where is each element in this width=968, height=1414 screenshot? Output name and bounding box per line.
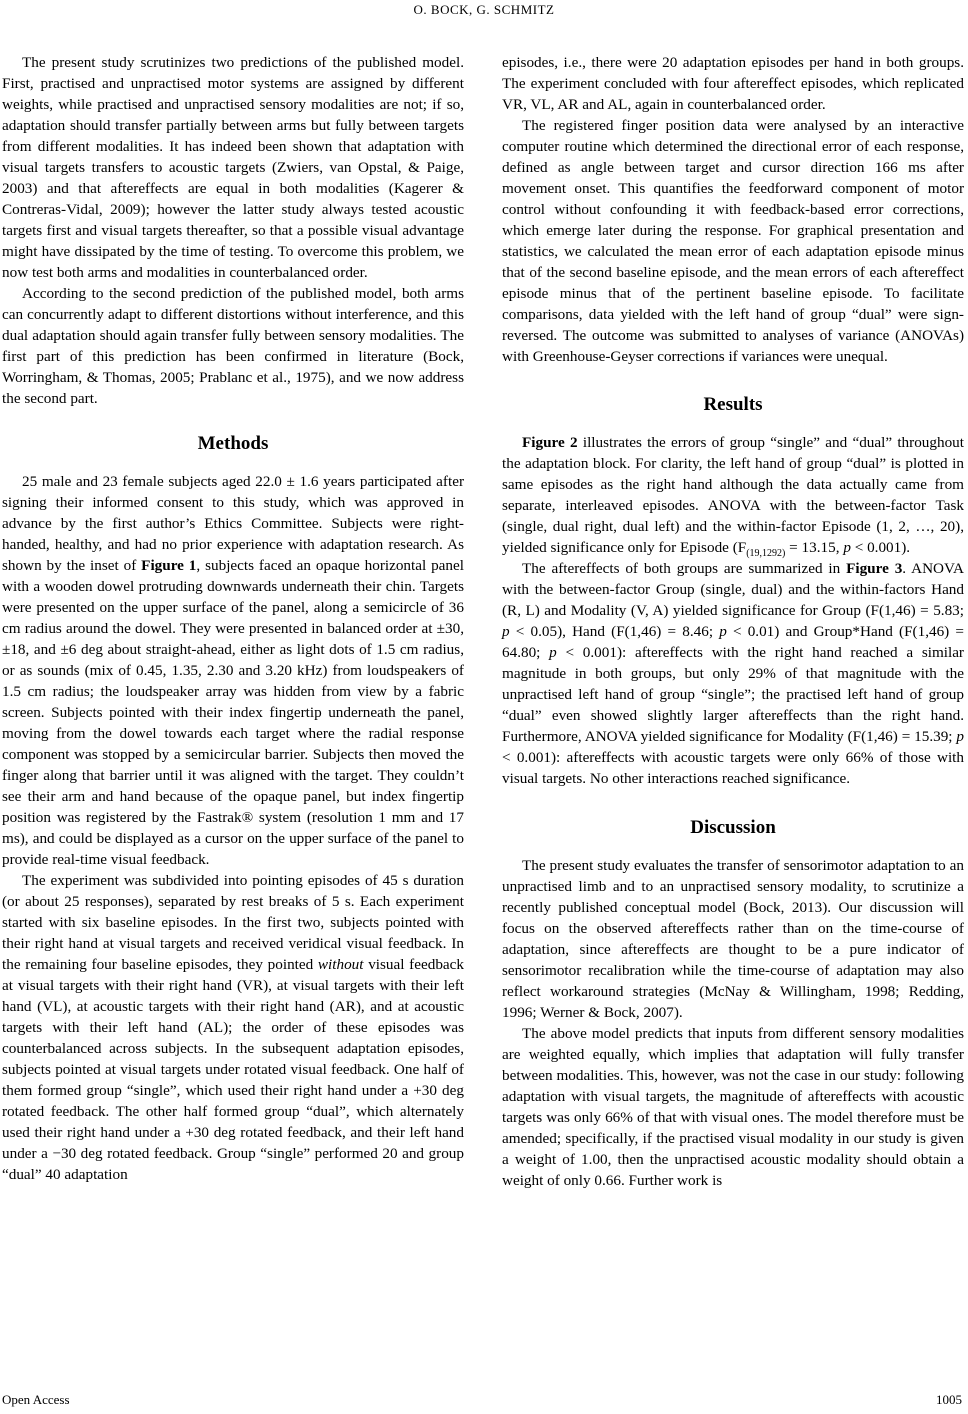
methods-paragraph-3: The registered finger position data were analysed by an interactive computer routine which determined the directional error of each response, defined as angle between target and cursor direction 166 ms after movement onset. This quantifies the feedforward component of motor control without confounding it with feedback-based error corrections, which emerge later during the response. For graphical presentation and statistics, we calculated the mean error of each adaptation episode minus that of the second baseline episode, and the mean errors of each aftereffect episode minus that of the pertinent baseline episode. To facilitate comparisons, data yielded with the left hand of group “dual” were sign-reversed. The outcome was submitted to analyses of variance (ANOVAs) with Greenhouse-Geyser corrections if variances were unequal. — [502, 117, 964, 365]
text-run: . ANOVA with the between-factor Group (single, dual) and the within-factors Hand (R, L) and Modality (V, A) yielded significance for Group (F(1,46) = 5.83; — [502, 560, 964, 619]
discussion-paragraph-1: The present study evaluates the transfer of sensorimotor adaptation to an unpractised limb and to an unpractised sensory modality, to scrutinize a recently published conceptual model (Bock, 2013). Our discussion will focus on the observed aftereffects rather than on the time-course of adaptation, since aftereffects are thought to be a pure indicator of sensorimotor recalibration while the time-course of adaptation may also reflect workaround strategies (McNay & Willingham, 1998; Redding, 1996; Werner & Bock, 2007). — [502, 857, 964, 1021]
text-run: < 0.01) and Group*Hand (F(1,46) = 64.80; — [502, 623, 964, 661]
p-symbol: p — [502, 623, 510, 640]
methods-paragraph-2 — [2, 870, 464, 1185]
intro-paragraph-2: According to the second prediction of the published model, both arms can concurrently adapt to different distortions without interference, and this dual adaptation should again transfer fully between sensory modalities. The first part of this prediction has been confirmed in literature (Bock, Worringham, & Thomas, 2005; Prablanc et al., 1975), and we now address the second part. — [2, 285, 464, 407]
text-run: visual feedback at visual targets with their right hand (VR), at visual targets with their left hand (VL), at acoustic targets with their right hand (AR), and at acoustic targets with their left hand (AL); the order of these episodes was counterbalanced across subjects. In the subsequent adaptation episodes, subjects pointed at visual targets under rotated visual feedback. One half of them formed group “single”, which used their right hand under a +30 deg rotated feedback. The other half formed group “dual”, which alternately used their right hand under a +30 deg rotated feedback, and their left hand under a −30 deg rotated feedback. Group “single” performed 20 and group “dual” 40 adaptation — [2, 956, 464, 1183]
footer-journal: Open Access — [2, 1392, 70, 1407]
methods-heading: Methods — [197, 433, 269, 454]
results-paragraph-1 — [502, 432, 964, 558]
results-paragraph-2 — [502, 558, 964, 789]
methods-paragraph-1 — [2, 471, 464, 870]
emphasis-without: without — [317, 956, 364, 973]
figure-2-reference: Figure 2 — [522, 434, 578, 451]
p-symbol: p — [549, 644, 557, 661]
p-symbol: p — [719, 623, 727, 640]
discussion-heading: Discussion — [690, 817, 776, 838]
footer-page-number: 1005 — [936, 1392, 962, 1407]
intro-paragraph-1: The present study scrutinizes two predictions of the published model. First, practised and unpractised motor systems are assigned by different weights, while practised and unpractised sensory modalities are not; if so, adaptation should transfer partially between arms but fully between targets from different modalities. It has indeed been shown that adaptation with visual targets transfers to acoustic targets (Zwiers, van Opstal, & Paige, 2003) and that aftereffects are equal in both modalities (Kagerer & Contreras-Vidal, 2009); however the latter study always tested acoustic targets first and visual targets thereafter, so that a possible visual advantage might have dissipated by the time of testing. To overcome this problem, we now test both arms and modalities in counterbalanced order. — [2, 54, 464, 281]
discussion-paragraph-2: The above model predicts that inputs from different sensory modalities are weighted equally, which implies that adaptation will fully transfer between modalities. This, however, was not the case in our study: following adaptation with visual targets, the magnitude of aftereffects with acoustic targets was only 66% of that with visual ones. The model therefore must be amended; specifically, if the practised visual modality in our study is given a weight of 1.00, then the unpractised acoustic modality should obtain a weight of only 0.66. Further work is — [502, 1025, 964, 1189]
p-symbol: p — [956, 728, 964, 745]
right-column — [502, 52, 964, 1191]
text-run: illustrates the errors of group “single” and “dual” throughout the adaptation block. For clarity, the left hand of group “dual” is plotted in same episodes as the right hand although the data actually came from separate, interleaved episodes. ANOVA with the between-factor Task (single, dual right, dual left) and the within-factor Episode (1, 2, …, 20), yielded significance only for Episode (F — [502, 434, 964, 556]
df-subscript: (19,1292) — [746, 548, 786, 560]
left-column — [2, 52, 464, 1185]
running-head: O. BOCK, G. SCHMITZ — [413, 2, 555, 17]
text-run: < 0.05), Hand (F(1,46) = 8.46; — [509, 623, 720, 640]
results-heading: Results — [703, 394, 763, 415]
text-run: The aftereffects of both groups are summarized in — [522, 560, 847, 577]
figure-3-reference: Figure 3 — [846, 560, 903, 577]
methods-paragraph-2-continued: episodes, i.e., there were 20 adaptation episodes per hand in both groups. The experiment concluded with four aftereffect episodes, which replicated VR, VL, AR and AL, again in counterbalanced order. — [502, 54, 964, 113]
figure-1-reference: Figure 1 — [141, 557, 197, 574]
p-symbol: p — [843, 539, 851, 556]
text-run: The experiment was subdivided into pointing episodes of 45 s duration (or about 25 responses), separated by rest breaks of 5 s. Each experiment started with six baseline episodes. In the first two, subjects pointed with their right hand at visual targets and received veridical visual feedback. In the remaining four baseline episodes, they pointed — [2, 872, 464, 973]
text-run: < 0.001). — [850, 539, 911, 556]
text-run: , subjects faced an opaque horizontal panel with a wooden dowel protruding downwards underneath their chin. Targets were presented on the upper surface of the panel, along a semicircle of 36 cm radius around the dowel. They were presented in balanced order at ±30, ±18, and ±6 deg about straight-ahead, either as light dots of 1.5 cm radius, or as sounds (mix of 0.45, 1.35, 2.30 and 3.20 kHz) from loudspeakers of 1.5 cm radius; the loudspeaker array was hidden from view by a fabric screen. Subjects pointed with their index fingertip underneath the panel, moving from the dowel towards each target where the radial response component was stopped by a semicircular barrier. Subjects then moved the finger along that barrier until it was aligned with the target. They couldn’t see their arm and hand because of the opaque panel, but index fingertip position was registered by the Fastrak® system (resolution 1 mm and 17 ms), and could be displayed as a cursor on the upper surface of the panel to provide real-time visual feedback. — [2, 557, 464, 868]
text-run: < 0.001): aftereffects with acoustic targets were only 66% of those with visual targets. No other interactions reached significance. — [502, 749, 964, 787]
text-run: = 13.15, — [785, 539, 844, 556]
text-run: < 0.001): aftereffects with the right hand reached a similar magnitude in both groups, but only 29% of that magnitude with the unpractised left hand of group “single”; the practised left hand of group “dual” even showed slightly larger aftereffects than the right hand. Furthermore, ANOVA yielded significance for Modality (F(1,46) = 15.39; — [502, 644, 964, 745]
text-run: 25 male and 23 female subjects aged 22.0 ± 1.6 years participated after signing their informed consent to this study, which was approved in advance by the first author’s Ethics Committee. Subjects were right-handed, healthy, and had no prior experience with adaptation research. As shown by the inset of — [2, 473, 464, 574]
